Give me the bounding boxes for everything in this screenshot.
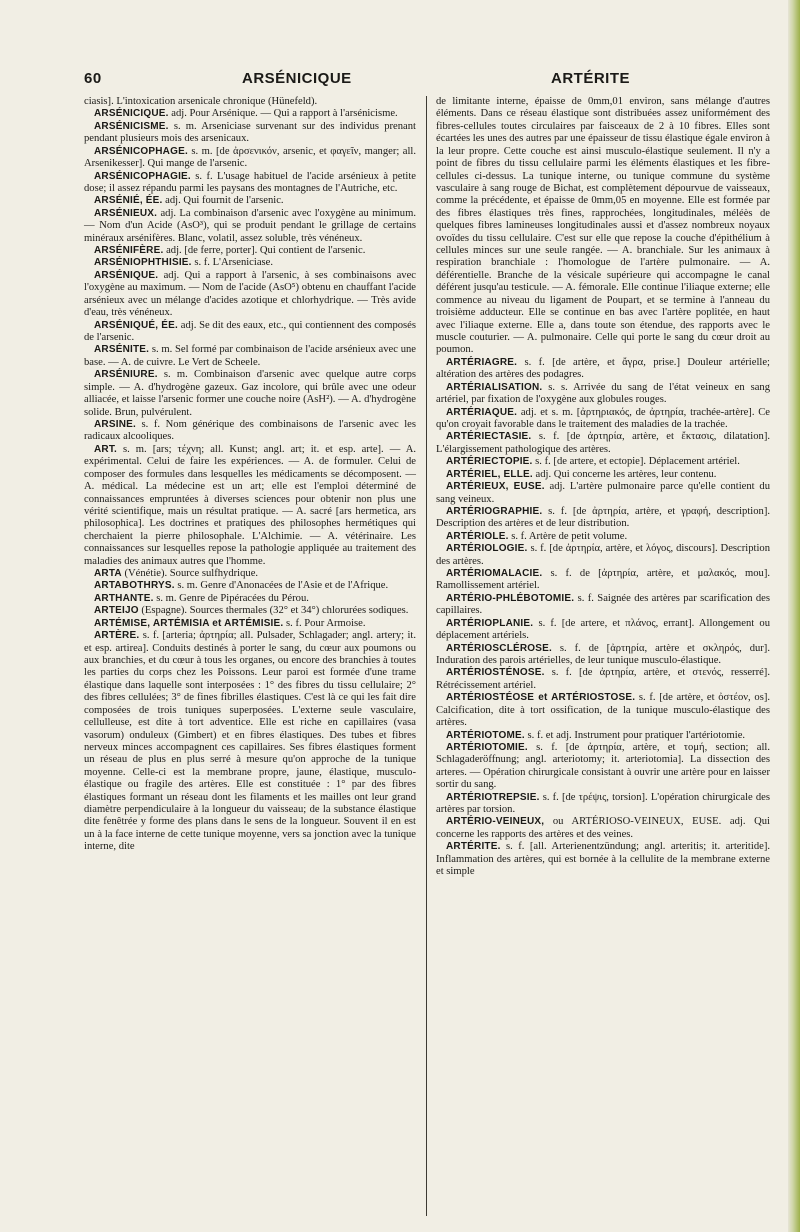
entry-definition: s. f. de [ἀρτηρία, artère, et μαλακός, mou]. Ramollissement artériel.: [436, 568, 770, 592]
entry-headword: ARTÉRIECTOPIE.: [446, 456, 533, 468]
column-divider: [426, 96, 427, 1216]
entry-headword: ARTÉRIEUX, EUSE.: [446, 481, 545, 493]
entry-definition: s. f. [all. Arterienentzündung; angl. arteritis; it. arteritide]. Inflammation des artères, qui est bornée à la cellulite de la membrane externe et simple: [436, 841, 770, 878]
entry-headword: ARTA: [94, 568, 122, 580]
dictionary-entry: [436, 469, 770, 481]
dictionary-entry: [436, 357, 770, 382]
entry-headword: ARSÉNICOPHAGIE.: [94, 170, 191, 182]
entry-headword: ARSÉNIFÈRE.: [94, 245, 164, 257]
dictionary-entry: [436, 816, 770, 841]
dictionary-entry: [84, 444, 416, 568]
dictionary-entry: [84, 593, 416, 605]
entry-definition: s. m. Arseniciase survenant sur des individus prenant pendant plusieurs mois des arsenicaux.: [84, 120, 416, 145]
dictionary-entry: [84, 630, 416, 854]
entry-definition: s. m. [de ἀρσενικόν, arsenic, et φαγεῖν, manger; all. Arsenikesser]. Qui mange de l'arsenic.: [84, 145, 416, 170]
dictionary-entry: [84, 320, 416, 345]
entry-definition: adj. L'artère pulmonaire parce qu'elle contient du sang veineux.: [436, 481, 770, 505]
dictionary-entry: [436, 618, 770, 643]
entry-headword: ARTÉRIOPLANIE.: [446, 617, 534, 629]
right-running-head: ARTÉRITE: [551, 70, 630, 87]
entry-headword: ARTABOTHRYS.: [94, 580, 175, 592]
dictionary-entry: [436, 792, 770, 817]
entry-headword: ARSINE.: [94, 418, 136, 430]
entry-definition: s. m. [ars; τέχνη; all. Kunst; angl. art; it. et esp. arte]. — A. expérimental. Celui de faire les expériences. — A. de formuler. Celui de composer des formules dans lesquelles les médicaments se décomposent. — A. médical. La médecine est un art; elle est l'emploi déterminé de connaissances empruntées à diverses sciences pour obtenir non plus une vérité scientifique, mais un résultat pratique. — A. sacré [ars hermetica, ars philosophica]. Les doctrines et pratiques des philosophes hermétiques qui cherchaient la pierre philosophale. L'Alchimie. — A. vétérinaire. Les connaissances sur lesquelles repose la pathologie appliquée au traitement des maladies des animaux autres que l'homme.: [84, 443, 416, 567]
entry-headword: ARTÉRIAQUE.: [446, 406, 518, 418]
left-column: [84, 96, 416, 854]
entry-definition: s. s. Arrivée du sang de l'état veineux en sang artériel, par fixation de l'oxygène aux globules rouges.: [436, 381, 770, 406]
entry-headword: ARSÉNIURE.: [94, 369, 158, 381]
right-column: [436, 96, 770, 879]
dictionary-entry: [436, 456, 770, 468]
entry-definition: s. f. [de artère, et ὀστέον, os]. Calcification, dite à tort ossification, de la tunique musculo-élastique des artères.: [436, 692, 770, 729]
entry-definition: s. m. Genre de Pipéracées du Pérou.: [153, 592, 309, 604]
entry-definition: adj. Qui fournit de l'arsenic.: [162, 195, 284, 207]
dictionary-entry: [84, 257, 416, 269]
entry-definition: (Espagne). Sources thermales (32° et 34°) chlorurées sodiques.: [138, 605, 409, 617]
dictionary-entry: [436, 593, 770, 618]
entry-headword: ARSÉNIQUÉ, ÉE.: [94, 319, 179, 331]
page-number: 60: [84, 70, 102, 87]
running-header: [84, 70, 774, 92]
entry-definition: ou ARTÉRIOSO-VEINEUX, EUSE. adj. Qui concerne les rapports des artères et des veines.: [436, 816, 770, 840]
entry-definition: s. f. [de artere, et πλάνος, errant]. Allongement ou déplacement artériels.: [436, 617, 770, 642]
dictionary-entry: [436, 481, 770, 506]
entry-headword: ARTÉRIOTOMIE.: [446, 741, 528, 753]
entry-headword: ARTÉRITE.: [446, 841, 501, 853]
dictionary-entry: [436, 543, 770, 568]
entry-definition: adj. Qui a rapport à l'arsenic, à ses combinaisons avec l'oxygène au maximum. — Nom de l'acide (AsO⁵) obtenu en chauffant l'acide arsénieux avec un mélange d'acides azotique et chlorhydrique. — Très avide d'eau, très vénéneux.: [84, 269, 416, 319]
entry-definition: s. f. [de ἀρτηρία, artère, et γραφή, description]. Description des artères et de leur distribution.: [436, 505, 770, 530]
entry-headword: ARTÉRIOTREPSIE.: [446, 791, 540, 803]
entry-definition: s. f. [de ἀρτηρία, artère, et λόγος, discours]. Description des artères.: [436, 543, 770, 567]
entry-definition: s. f. Pour Armoise.: [283, 617, 366, 629]
entry-headword: ARTÉRIOMALACIE.: [446, 568, 543, 580]
entry-definition: s. m. Combinaison d'arsenic avec quelque autre corps simple. — A. d'hydrogène gazeux. Gaz incolore, qui brûle avec une odeur alliacée, et laisse l'arsenic former une couche noire (AsH²). — A. d'hydrogène solide. Brun, pulvérulent.: [84, 369, 416, 418]
entry-headword: ARTÉRIECTASIE.: [446, 431, 532, 443]
entry-definition: adj. La combinaison d'arsenic avec l'oxygène au minimum. — Nom d'un Acide (AsO³), qui se produit pendant le grillage de certains minéraux arsénifères. Blanc, volatil, assez soluble, très vénéneux.: [84, 207, 416, 244]
entry-headword: ARSÉNICIQUE.: [94, 108, 169, 120]
entry-headword: ART.: [94, 443, 118, 455]
entry-headword: ARSÉNIÉ, ÉE.: [94, 195, 163, 207]
entry-headword: ARTÉRIOLOGIE.: [446, 543, 528, 555]
entry-definition: s. f. [de ἀρτηρία, artère, et στενός, resserré]. Rétrécissement artériel.: [436, 667, 770, 691]
entry-headword: ARTHANTE.: [94, 592, 154, 604]
entry-headword: ARSÉNICOPHAGE.: [94, 145, 188, 157]
entry-headword: ARSÉNICISME.: [94, 120, 169, 132]
dictionary-entry: [436, 730, 770, 742]
entry-headword: ARSÉNIOPHTHISIE.: [94, 257, 192, 269]
dictionary-entry: [436, 643, 770, 668]
entry-definition: s. f. Saignée des artères par scarification des capillaires.: [436, 592, 770, 617]
entry-definition: s. f. L'Arseniciase.: [191, 257, 274, 269]
dictionary-entry: [436, 382, 770, 407]
entry-definition: s. f. [de τρέψις, torsion]. L'opération chirurgicale des artères par torsion.: [436, 791, 770, 816]
entry-definition: s. f. L'usage habituel de l'acide arsénieux à petite dose; il assez répandu parmi les paysans des montagnes de l'Autriche, etc.: [84, 170, 416, 194]
dictionary-entry: [84, 171, 416, 196]
page-edge-strip: [788, 0, 800, 1232]
dictionary-entry: [84, 605, 416, 617]
entry-definition: ciasis]. L'intoxication arsenicale chronique (Hünefeld).: [84, 96, 318, 107]
dictionary-entry: [436, 692, 770, 729]
dictionary-entry: [84, 108, 416, 120]
entry-headword: ARSÉNITE.: [94, 344, 150, 356]
entry-headword: ARTÉRIOTOME.: [446, 729, 525, 741]
entry-headword: ARTÉMISE, ARTÉMISIA et ARTÉMISIE.: [94, 617, 284, 629]
entry-headword: ARSÉNIEUX.: [94, 207, 158, 219]
entry-definition: adj. et s. m. [ἀρτηριακός, de ἀρτηρία, trachée-artère]. Ce qu'on croyait favorable dans le traitement des maladies de la trachée.: [436, 406, 770, 430]
dictionary-entry: [436, 531, 770, 543]
dictionary-entry: [84, 568, 416, 580]
dictionary-entry: [436, 667, 770, 692]
entry-definition: adj. Se dit des eaux, etc., qui contiennent des composés de l'arsenic.: [84, 319, 416, 344]
dictionary-entry: [436, 568, 770, 593]
dictionary-entry: [84, 580, 416, 592]
dictionary-entry: [436, 506, 770, 531]
entry-headword: ARTÉRIEL, ELLE.: [446, 468, 533, 480]
entry-definition: s. f. [arteria; ἀρτηρία; all. Pulsader, Schlagader; angl. artery; it. et esp. artirea]. Conduits destinés à porter le sang, du cœur aux poumons ou aux branchies, et du cœur à tous les organes, ou encore des branchies à toutes les parties du corps chez les Poissons. Leur paroi est formée d'une trame élastique dans laquelle sont interposées : 1° des fibres du tissu cellulaire; 2° des fibres cellulées; 3° de fines fibrilles élastiques. C'est là ce qui les fait dire composées de trois tuniques superposées. L'externe seule vasculaire, cellulleuse, est dite à tort adventice. Elle est riche en capillaires (vasa vasorum) onduleux (Gimbert) et en fibres élastiques. Des tubes et fibres nerveux minces accompagnent ces capillaires. Ses fibres élastiques forment un réseau de plus en plus serré à mesure qu'on approche de la tunique moyenne. Celle-ci est la membrane propre, jaune, élastique, musculo-élastique ou fragile des artères. Elle est constituée : 1° par des fibres élastiques formant un réseau dont les filaments et les mailles ont leur grand diamètre perpendiculaire à la longueur du vaisseau; de la substance élastique dite fenêtrée y forme des plans dans le sens de la longueur. Souvent il en est un à la face interne de cette tunique moyenne, vers sa jonction avec la tunique interne, dite: [84, 630, 416, 853]
dictionary-entry: [84, 270, 416, 320]
dictionary-entry: [84, 121, 416, 146]
entry-headword: ARTÉRIO-PHLÉBOTOMIE.: [446, 592, 575, 604]
entry-definition: de limitante interne, épaisse de 0mm,01 environ, sans mélange d'autres éléments. Dans ce réseau élastique sont distribuées assez uniformément des fibres-cellules toutes circulaires par faisceaux de 2 à 10 fibres. Elles sont écartées les unes des autres par une épaisseur de tissu élastique égale environ à la leur propre. Cette couche est ainsi musculo-élastique seulement. Il n'y a point de fibres du tissu cellulaire parmi les éléments élastiques et les fibre-cellules ci-dessus. La tunique interne, ou tunique commune du système vasculaire à sang rouge de Bichat, est complètement dépourvue de vaisseaux, comme la précédente, et épaisse de 0mm,05 en moyenne. Elle est formée par des fibres élastiques très fines, rapprochées, longitudinales, méléès de quelques fibres lamineuses longitudinales aussi et d'assez nombreux noyaux ovoïdes du tissu cellulaire. C'est sur elle que repose la couche d'épithélium à cellules minces sur une seule rangée. — A. branchiale. Sur les animaux à respiration branchiale : l'homologue de l'artère pulmonaire. — A. déférentielle. Branche de la vésicale supérieure qui accompagne le canal déférent jusqu'au testicule. — A. fémorale. Elle continue l'iliaque externe; elle commence au niveau du ligament de Poupart, et se termine à l'anneau du troisième adducteur. Elle se continue en bas avec l'artère poplitée, en haut avec l'iliaque externe. Elle a, dans toute son étendue, des rapports avec le muscle couturier. — A. pulmonaire. Celle qui porte le sang du cœur droit au poumon.: [436, 96, 770, 356]
entry-definition: s. f. [de artère, et ἄγρα, prise.] Douleur artérielle; altération des artères des podagres.: [436, 356, 770, 381]
entry-headword: ARTÉRIOSTÉOSE et ARTÉRIOSTOSE.: [446, 692, 636, 704]
dictionary-entry: [436, 407, 770, 432]
left-running-head: ARSÉNICIQUE: [242, 70, 352, 87]
dictionary-entry: [84, 245, 416, 257]
dictionary-entry: [436, 96, 770, 357]
entry-definition: adj. Qui concerne les artères, leur contenu.: [532, 468, 717, 480]
dictionary-entry: [84, 146, 416, 171]
entry-headword: ARTÉRIOSTÉNOSE.: [446, 667, 545, 679]
dictionary-entry: [436, 742, 770, 792]
entry-headword: ARTÉRIO-VEINEUX,: [446, 816, 545, 828]
entry-definition: adj. [de ferre, porter]. Qui contient de l'arsenic.: [163, 245, 366, 257]
entry-headword: ARTÉRIOSCLÉROSE.: [446, 642, 552, 654]
entry-headword: ARTÈRE.: [94, 630, 140, 642]
entry-headword: ARTÉRIOLE.: [446, 530, 509, 542]
dictionary-entry: [84, 344, 416, 369]
dictionary-entry: [84, 96, 416, 108]
entry-definition: s. m. Genre d'Anonacées de l'Asie et de l'Afrique.: [174, 580, 389, 592]
entry-definition: s. f. [de artere, et ectopie]. Déplacement artériel.: [532, 456, 740, 468]
entry-definition: s. f. de [ἀρτηρία, artère et σκληρός, dur]. Induration des parois artérielles, de leur tunique musculo-élastique.: [436, 642, 770, 666]
dictionary-entry: [436, 431, 770, 456]
entry-headword: ARTEIJO: [94, 605, 139, 617]
dictionary-entry: [84, 618, 416, 630]
dictionary-entry: [436, 841, 770, 878]
entry-definition: s. f. [de ἀρτηρία, artère, et ἔκτασις, dilatation]. L'élargissement pathologique des artères.: [436, 431, 770, 455]
dictionary-entry: [84, 419, 416, 444]
entry-headword: ARTÉRIALISATION.: [446, 381, 543, 393]
dictionary-entry: [84, 208, 416, 245]
entry-headword: ARTÉRIAGRE.: [446, 356, 518, 368]
entry-headword: ARTÉRIOGRAPHIE.: [446, 505, 543, 517]
entry-definition: s. f. et adj. Instrument pour pratiquer l'artériotomie.: [524, 729, 746, 741]
dictionary-entry: [84, 369, 416, 419]
entry-headword: ARSÉNIQUE.: [94, 269, 159, 281]
entry-definition: s. f. [de ἀρτηρία, artère, et τομή, section; all. Schlagaderöffnung; angl. arteriotomy; it. arteriotomia]. La dissection des arteres. — Opération chirurgicale consistant à ouvrir une artère pour en laisser sortir du sang.: [436, 741, 770, 791]
entry-definition: (Vénétie). Source sulfhydrique.: [121, 568, 259, 580]
entry-definition: s. m. Sel formé par combinaison de l'acide arsénieux avec une base. — A. de cuivre. Le Vert de Scheele.: [84, 344, 416, 368]
entry-definition: s. f. Nom générique des combinaisons de l'arsenic avec les radicaux alcooliques.: [84, 418, 416, 443]
entry-definition: s. f. Artère de petit volume.: [508, 530, 628, 542]
dictionary-entry: [84, 195, 416, 207]
entry-definition: adj. Pour Arsénique. — Qui a rapport à l'arsénicisme.: [168, 108, 398, 120]
